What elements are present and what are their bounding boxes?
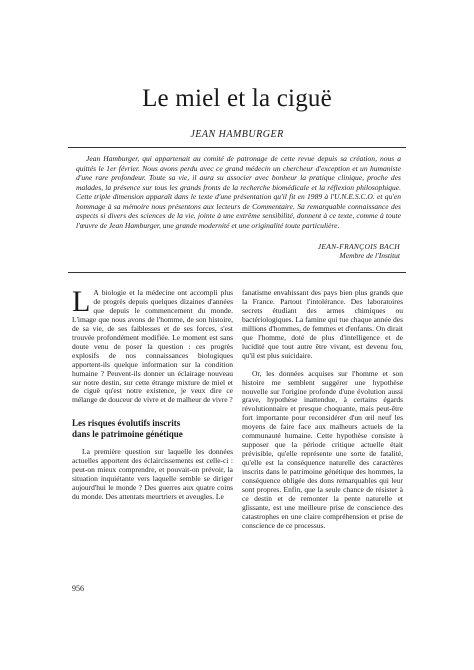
section-heading-line-2: dans le patrimoine génétique	[72, 428, 183, 439]
body-paragraph-1	[72, 285, 233, 405]
intro-top-rule	[68, 147, 406, 148]
signature-role: Membre de l'Institut	[339, 251, 400, 260]
body-paragraph-4: Or, les données acquises sur l'homme et son histoire me semblent suggérer une hypothèse nouvelle sur l'origine profonde d'une évolution aussi grave, hypothèse inattendue, à certains égards révolutionnaire et presque choquante, mais peut-être fort importante pour reconsidérer d'un œil neuf les moyens de faire face aux malheurs actuels de la communauté humaine. Cette hypothèse consiste à supposer que la période critique actuelle était prévisible, qu'elle représente une sorte de fatalité, qu'elle est la conséquence naturelle des caractères inscrits dans le patrimoine génétique des hommes, la conséquence obligée des dons remarquables qui leur sont propres. Enfin, que la seule chance de résister à ce destin et de remonter la pente naturelle et glissante, est une meilleure prise de conscience des catastrophes en une claire compréhension et prise de conscience de ce processus.	[242, 368, 403, 530]
signature	[318, 242, 400, 260]
paragraph-1-text: biologie et la médecine ont accompli plus de progrès depuis quelques dizaines d'années que depuis le commencement du monde. L'image que nous avons de l'homme, de son histoire, de sa vie, de ses faiblesses et de ses forces, s'est trouvée profondément modifiée. Le moment est sans doute venu de poser la question : ces progrès explosifs de nos connaissances biologiques apportent-ils quelque information sur la condition humaine ? Peuvent-ils donner un éclairage nouveau sur notre destin, sur cette étrange mixture de miel et de ciguë qu'est notre existence, je veux dire ce mélange de douceur de vivre et de malheur de vivre ?	[72, 288, 233, 405]
intro-bottom-rule	[68, 272, 406, 273]
section-heading-line-1: Les risques évolutifs inscrits	[72, 418, 181, 429]
drop-cap: L	[72, 285, 91, 318]
article-author: JEAN HAMBURGER	[190, 129, 284, 140]
right-column	[242, 289, 403, 531]
smallcaps-lead: A	[93, 288, 99, 297]
signature-name: JEAN-FRANÇOIS BACH	[317, 242, 400, 251]
section-heading	[72, 418, 233, 439]
left-column	[72, 285, 233, 502]
page-number: 956	[72, 584, 84, 593]
intro-paragraph: Jean Hamburger, qui appartenait au comité de patronage de cette revue depuis sa création, nous a quittés le 1er février. Nous avons perdu avec ce grand médecin un chercheur d'exception et un humaniste d'une rare profondeur. Toute sa vie, il aura su associer avec bonheur la pratique clinique, proche des malades, la présence sur tous les grands fronts de la recherche biomédicale et la réflexion philosophique. Cette triple dimension apparaît dans le texte d'une présentation qu'il fit en 1989 à l'U.N.E.S.C.O. et qu'en hommage à sa mémoire nous présentons aux lecteurs de Commentaire. Sa remarquable connaissance des aspects si divers des sciences de la vie, jointe à une extrême sensibilité, donnent à ce texte, comme à toute l'œuvre de Jean Hamburger, une grande modernité et une originalité toute particulière.	[76, 154, 401, 230]
body-paragraph-2: La première question sur laquelle les données actuelles apportent des éclaircissements est celle-ci : peut-on mieux comprendre, et pouvait-on prévoir, la situation inquiétante vers laquelle semble se diriger aujourd'hui le monde ? Des guerres aux quatre coins du monde. Des attentats meurtriers et aveugles. Le	[72, 447, 233, 502]
body-paragraph-3: fanatisme envahissant des pays bien plus grands que la France. Partout l'intolérance. Des laboratoires secrets étudiant des armes chimiques ou bactériologiques. La famine qui tue chaque année des millions d'hommes, de femmes et d'enfants. On dirait que l'homme, doté de plus d'intelligence et de lucidité que tout autre être vivant, est devenu fou, qu'il est plus suicidaire.	[242, 288, 403, 360]
article-title: Le miel et la ciguë	[142, 85, 332, 112]
